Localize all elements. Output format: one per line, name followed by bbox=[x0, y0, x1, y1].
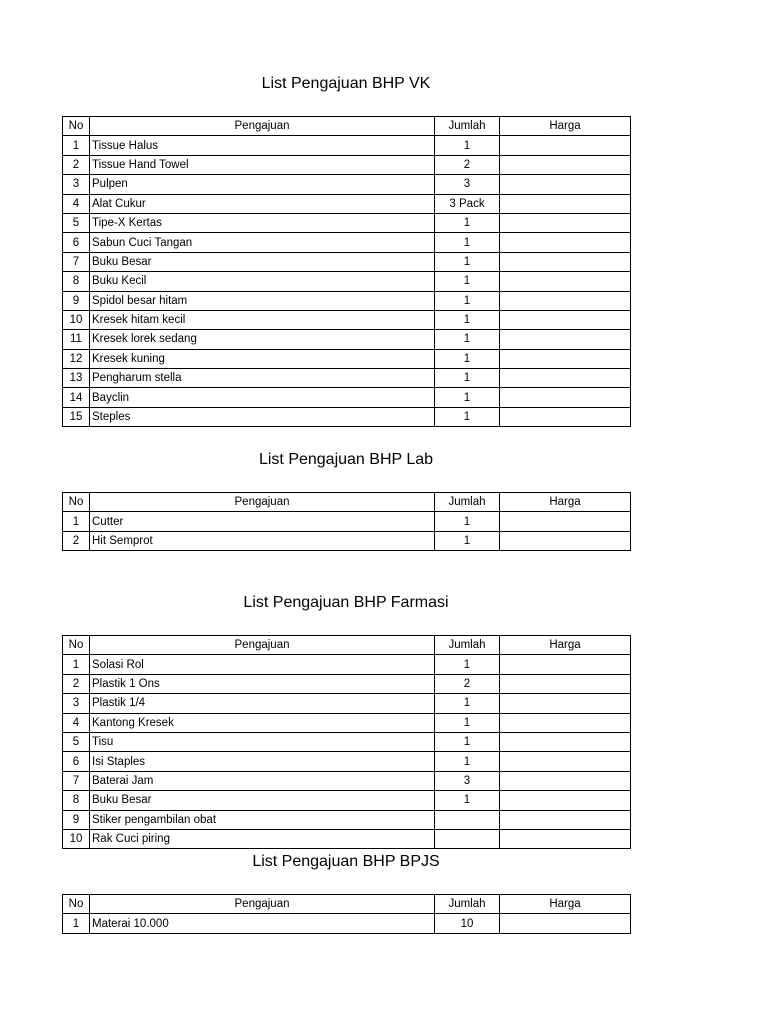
header-no: No bbox=[63, 493, 90, 512]
header-price: Harga bbox=[500, 117, 631, 136]
row-number: 6 bbox=[63, 233, 90, 252]
item-price bbox=[500, 330, 631, 349]
items-table bbox=[62, 492, 631, 551]
item-name: Solasi Rol bbox=[90, 655, 435, 674]
item-quantity: 1 bbox=[435, 233, 500, 252]
items-table bbox=[62, 894, 631, 934]
item-quantity: 1 bbox=[435, 369, 500, 388]
item-quantity: 1 bbox=[435, 349, 500, 368]
table-row bbox=[63, 291, 631, 310]
table-row bbox=[63, 155, 631, 174]
row-number: 10 bbox=[63, 310, 90, 329]
row-number: 11 bbox=[63, 330, 90, 349]
table-row bbox=[63, 136, 631, 155]
item-name: Tissue Hand Towel bbox=[90, 155, 435, 174]
table-row bbox=[63, 810, 631, 829]
item-quantity: 1 bbox=[435, 694, 500, 713]
item-price bbox=[500, 388, 631, 407]
row-number: 2 bbox=[63, 155, 90, 174]
item-name: Tisu bbox=[90, 732, 435, 751]
header-no: No bbox=[63, 117, 90, 136]
item-price bbox=[500, 213, 631, 232]
item-quantity: 1 bbox=[435, 407, 500, 426]
row-number: 13 bbox=[63, 369, 90, 388]
item-name: Baterai Jam bbox=[90, 771, 435, 790]
item-quantity: 3 bbox=[435, 175, 500, 194]
item-price bbox=[500, 175, 631, 194]
item-name: Kresek kuning bbox=[90, 349, 435, 368]
item-quantity: 1 bbox=[435, 655, 500, 674]
item-quantity: 1 bbox=[435, 732, 500, 751]
item-price bbox=[500, 531, 631, 550]
item-quantity: 2 bbox=[435, 155, 500, 174]
table-row bbox=[63, 674, 631, 693]
item-quantity bbox=[435, 829, 500, 848]
item-name: Cutter bbox=[90, 512, 435, 531]
item-name: Isi Staples bbox=[90, 752, 435, 771]
section-title: List Pengajuan BHP Farmasi bbox=[243, 594, 449, 611]
item-name: Stiker pengambilan obat bbox=[90, 810, 435, 829]
table-row bbox=[63, 512, 631, 531]
table-row bbox=[63, 531, 631, 550]
table-row bbox=[63, 272, 631, 291]
header-price: Harga bbox=[500, 895, 631, 914]
row-number: 14 bbox=[63, 388, 90, 407]
section-title: List Pengajuan BHP VK bbox=[261, 75, 431, 92]
item-name: Pengharum stella bbox=[90, 369, 435, 388]
row-number: 1 bbox=[63, 655, 90, 674]
row-number: 5 bbox=[63, 732, 90, 751]
item-name: Kresek lorek sedang bbox=[90, 330, 435, 349]
item-name: Plastik 1/4 bbox=[90, 694, 435, 713]
table-row bbox=[63, 369, 631, 388]
table-row bbox=[63, 694, 631, 713]
row-number: 5 bbox=[63, 213, 90, 232]
item-quantity: 1 bbox=[435, 252, 500, 271]
row-number: 8 bbox=[63, 272, 90, 291]
item-price bbox=[500, 674, 631, 693]
item-name: Bayclin bbox=[90, 388, 435, 407]
table-row bbox=[63, 407, 631, 426]
item-price bbox=[500, 914, 631, 933]
item-name: Sabun Cuci Tangan bbox=[90, 233, 435, 252]
item-price bbox=[500, 310, 631, 329]
table-row bbox=[63, 388, 631, 407]
row-number: 8 bbox=[63, 791, 90, 810]
item-price bbox=[500, 713, 631, 732]
table-header-row bbox=[63, 895, 631, 914]
table-row bbox=[63, 330, 631, 349]
item-name: Kresek hitam kecil bbox=[90, 310, 435, 329]
row-number: 6 bbox=[63, 752, 90, 771]
table-row bbox=[63, 771, 631, 790]
item-quantity: 1 bbox=[435, 136, 500, 155]
table-header-row bbox=[63, 636, 631, 655]
row-number: 12 bbox=[63, 349, 90, 368]
items-table bbox=[62, 635, 631, 849]
item-price bbox=[500, 732, 631, 751]
item-price bbox=[500, 512, 631, 531]
item-price bbox=[500, 791, 631, 810]
row-number: 9 bbox=[63, 291, 90, 310]
item-name: Buku Besar bbox=[90, 252, 435, 271]
item-quantity: 3 Pack bbox=[435, 194, 500, 213]
item-name: Steples bbox=[90, 407, 435, 426]
row-number: 2 bbox=[63, 674, 90, 693]
item-name: Tipe-X Kertas bbox=[90, 213, 435, 232]
table-row bbox=[63, 310, 631, 329]
row-number: 2 bbox=[63, 531, 90, 550]
table-row bbox=[63, 713, 631, 732]
table-row bbox=[63, 829, 631, 848]
item-quantity: 1 bbox=[435, 213, 500, 232]
item-name: Plastik 1 Ons bbox=[90, 674, 435, 693]
row-number: 1 bbox=[63, 914, 90, 933]
table-row bbox=[63, 194, 631, 213]
table-row bbox=[63, 175, 631, 194]
header-item: Pengajuan bbox=[90, 493, 435, 512]
header-price: Harga bbox=[500, 493, 631, 512]
table-row bbox=[63, 791, 631, 810]
header-qty: Jumlah bbox=[435, 117, 500, 136]
row-number: 1 bbox=[63, 512, 90, 531]
header-item: Pengajuan bbox=[90, 636, 435, 655]
header-no: No bbox=[63, 636, 90, 655]
row-number: 3 bbox=[63, 175, 90, 194]
item-name: Buku Kecil bbox=[90, 272, 435, 291]
item-quantity: 3 bbox=[435, 771, 500, 790]
item-price bbox=[500, 407, 631, 426]
header-item: Pengajuan bbox=[90, 895, 435, 914]
item-price bbox=[500, 771, 631, 790]
item-quantity: 1 bbox=[435, 388, 500, 407]
item-price bbox=[500, 155, 631, 174]
item-name: Buku Besar bbox=[90, 791, 435, 810]
table-row bbox=[63, 252, 631, 271]
header-qty: Jumlah bbox=[435, 636, 500, 655]
table-header-row bbox=[63, 493, 631, 512]
row-number: 7 bbox=[63, 252, 90, 271]
row-number: 4 bbox=[63, 194, 90, 213]
header-qty: Jumlah bbox=[435, 493, 500, 512]
item-quantity: 1 bbox=[435, 512, 500, 531]
row-number: 1 bbox=[63, 136, 90, 155]
item-name: Kantong Kresek bbox=[90, 713, 435, 732]
item-price bbox=[500, 694, 631, 713]
item-price bbox=[500, 252, 631, 271]
row-number: 15 bbox=[63, 407, 90, 426]
table-row bbox=[63, 914, 631, 933]
table-row bbox=[63, 213, 631, 232]
item-quantity: 10 bbox=[435, 914, 500, 933]
table-row bbox=[63, 752, 631, 771]
table-row bbox=[63, 732, 631, 751]
item-quantity: 1 bbox=[435, 310, 500, 329]
header-price: Harga bbox=[500, 636, 631, 655]
row-number: 3 bbox=[63, 694, 90, 713]
item-quantity: 1 bbox=[435, 330, 500, 349]
row-number: 9 bbox=[63, 810, 90, 829]
section-title: List Pengajuan BHP BPJS bbox=[252, 853, 440, 870]
item-name: Materai 10.000 bbox=[90, 914, 435, 933]
row-number: 10 bbox=[63, 829, 90, 848]
item-quantity: 1 bbox=[435, 272, 500, 291]
header-no: No bbox=[63, 895, 90, 914]
row-number: 4 bbox=[63, 713, 90, 732]
items-table bbox=[62, 116, 631, 427]
item-name: Pulpen bbox=[90, 175, 435, 194]
item-quantity: 1 bbox=[435, 791, 500, 810]
item-price bbox=[500, 752, 631, 771]
item-price bbox=[500, 810, 631, 829]
item-name: Spidol besar hitam bbox=[90, 291, 435, 310]
item-price bbox=[500, 233, 631, 252]
item-price bbox=[500, 655, 631, 674]
table-header-row bbox=[63, 117, 631, 136]
item-price bbox=[500, 194, 631, 213]
item-quantity: 1 bbox=[435, 752, 500, 771]
table-row bbox=[63, 655, 631, 674]
item-price bbox=[500, 829, 631, 848]
item-name: Tissue Halus bbox=[90, 136, 435, 155]
item-price bbox=[500, 291, 631, 310]
header-qty: Jumlah bbox=[435, 895, 500, 914]
item-name: Hit Semprot bbox=[90, 531, 435, 550]
item-name: Alat Cukur bbox=[90, 194, 435, 213]
header-item: Pengajuan bbox=[90, 117, 435, 136]
item-name: Rak Cuci piring bbox=[90, 829, 435, 848]
item-quantity: 1 bbox=[435, 713, 500, 732]
table-row bbox=[63, 233, 631, 252]
row-number: 7 bbox=[63, 771, 90, 790]
item-price bbox=[500, 272, 631, 291]
item-quantity: 1 bbox=[435, 291, 500, 310]
item-quantity bbox=[435, 810, 500, 829]
table-row bbox=[63, 349, 631, 368]
item-price bbox=[500, 369, 631, 388]
item-price bbox=[500, 136, 631, 155]
section-title: List Pengajuan BHP Lab bbox=[258, 451, 434, 468]
item-quantity: 1 bbox=[435, 531, 500, 550]
item-quantity: 2 bbox=[435, 674, 500, 693]
item-price bbox=[500, 349, 631, 368]
